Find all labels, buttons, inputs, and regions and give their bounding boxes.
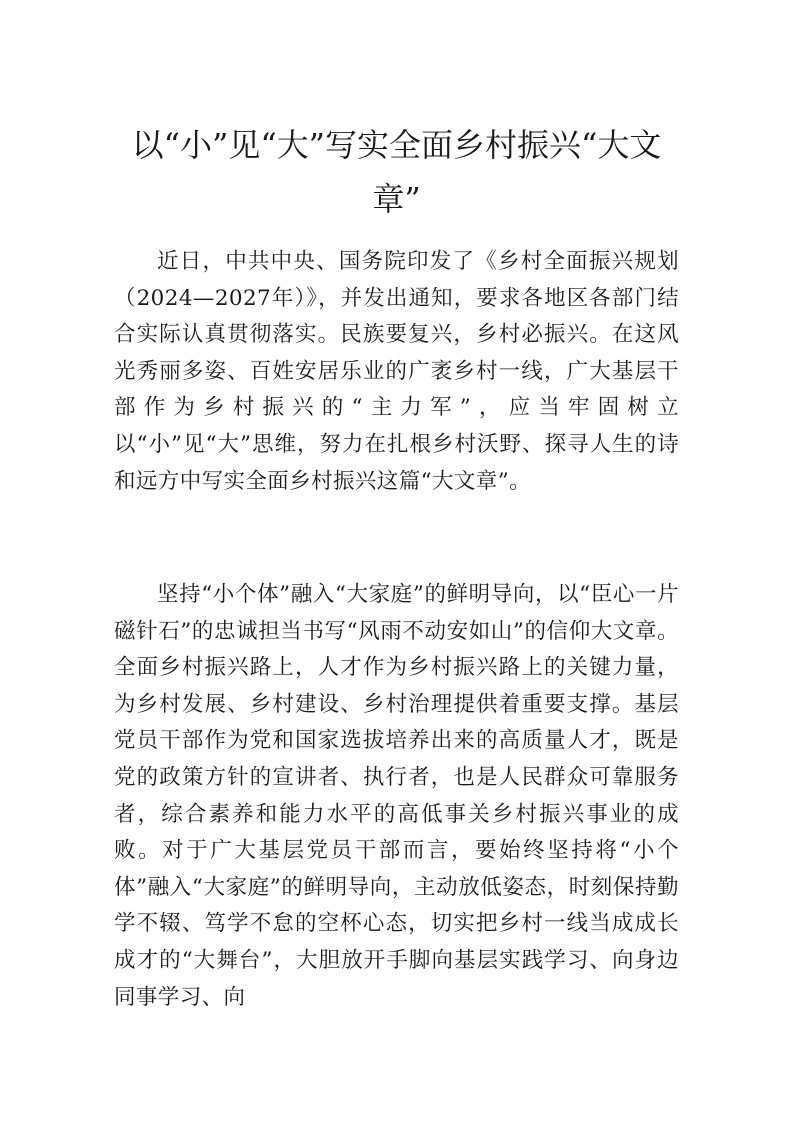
body-paragraph-1: 近日，中共中央、国务院印发了《乡村全面振兴规划（2024—2027年）》，并发出通知，要求各地区各部门结合实际认真贯彻落实。民族要复兴，乡村必振兴。在这风光秀丽多姿、百姓安居乐业的广袤乡村一线，广大基层干部作为乡村振兴的“主力军”，应当牢固树立以“小”见“大”思维，努力在扎根乡村沃野、探寻人生的诗和远方中写实全面乡村振兴这篇“大文章”。 [114, 249, 679, 494]
document-title: 以“小”见“大”写实全面乡村振兴“大文章” [131, 126, 662, 218]
body-paragraph-2: 坚持“小个体”融入“大家庭”的鲜明导向，以“臣心一片磁针石”的忠诚担当书写“风雨不动安如山”的信仰大文章。全面乡村振兴路上，人才作为乡村振兴路上的关键力量，为乡村发展、乡村建设、乡村治理提供着重要支撑。基层党员干部作为党和国家选拔培养出来的高质量人才，既是党的政策方针的宣讲者、执行者，也是人民群众可靠服务者，综合素养和能力水平的高低事关乡村振兴事业的成败。对于广大基层党员干部而言，要始终坚持将“小个体”融入“大家庭”的鲜明导向，主动放低姿态，时刻保持勤学不辍、笃学不怠的空杯心态，切实把乡村一线当成成长成才的“大舞台”，大胆放开手脚向基层实践学习、向身边同事学习、向 [114, 582, 679, 1010]
